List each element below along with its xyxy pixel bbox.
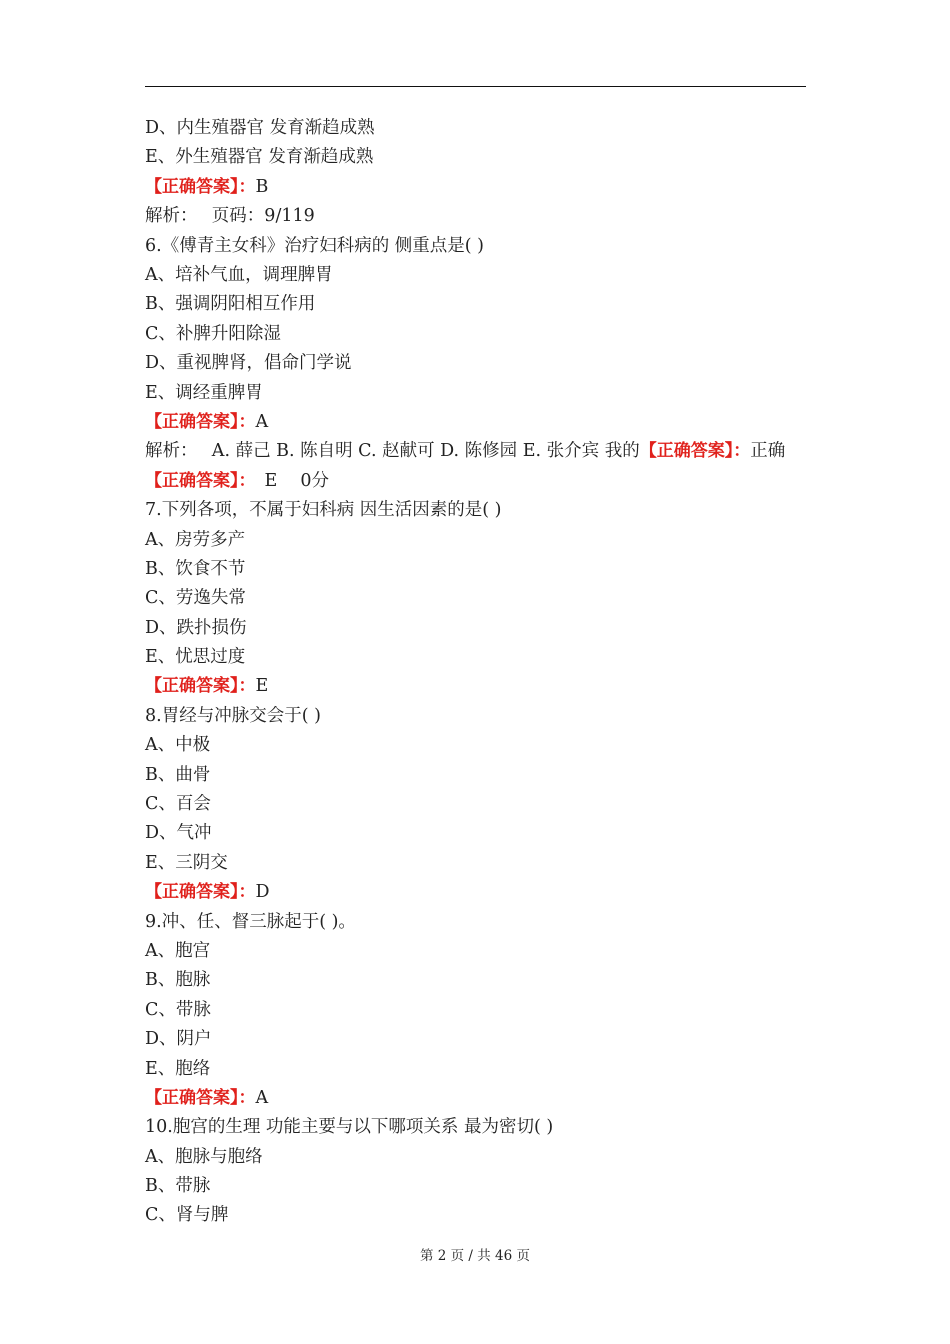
explanation-line: 解析： 页码：9/119 xyxy=(145,206,315,227)
question-stem: 6.《傅青主女科》治疗妇科病的 侧重点是( ) xyxy=(145,235,484,256)
option-line: B、饮食不节 xyxy=(145,558,246,579)
answer-value: E xyxy=(255,676,269,697)
explanation-text: 解析： A. 薛己 B. 陈自明 C. 赵献可 D. 陈修园 E. 张介宾 我的 xyxy=(145,441,640,462)
option-line: B、强调阴阳相互作用 xyxy=(145,294,316,315)
option-line: B、带脉 xyxy=(145,1176,211,1197)
answer-line xyxy=(145,1084,805,1113)
option-line: D、阴户 xyxy=(145,1029,212,1050)
option-line: D、跌扑损伤 xyxy=(145,617,247,638)
option-line: D、内生殖器官 发育渐趋成熟 xyxy=(145,118,375,138)
page-content xyxy=(145,114,805,1231)
explanation-block xyxy=(145,437,805,496)
option-line: C、补脾升阳除湿 xyxy=(145,323,281,344)
option-line: E、三阴交 xyxy=(145,852,228,873)
answer-value: A xyxy=(255,1087,269,1108)
option-line: E、调经重脾胃 xyxy=(145,382,263,403)
option-line: E、胞络 xyxy=(145,1058,211,1079)
option-line: E、外生殖器官 发育渐趋成熟 xyxy=(145,147,374,168)
option-line: A、房劳多产 xyxy=(145,529,246,550)
answer-value: D xyxy=(255,882,270,903)
explanation-text: E 0分 xyxy=(264,470,329,491)
option-line: A、胞宫 xyxy=(145,940,211,961)
option-line: C、肾与脾 xyxy=(145,1205,229,1226)
explanation-text: 正确 xyxy=(750,441,786,462)
option-line: B、胞脉 xyxy=(145,970,211,991)
option-line: B、曲骨 xyxy=(145,764,211,785)
answer-label: 【正确答案】： xyxy=(145,470,247,491)
answer-line xyxy=(145,672,805,701)
answer-value: A xyxy=(255,411,269,432)
answer-line xyxy=(145,878,805,907)
answer-line xyxy=(145,173,805,202)
answer-label: 【正确答案】： xyxy=(145,176,256,197)
option-line: A、中极 xyxy=(145,735,211,756)
page-footer: 第 2 页 / 共 46 页 xyxy=(419,1248,531,1264)
option-line: D、气冲 xyxy=(145,823,212,844)
question-stem: 7.下列各项，不属于妇科病 因生活因素的是( ) xyxy=(145,500,502,521)
header-rule xyxy=(145,86,806,87)
answer-label: 【正确答案】： xyxy=(145,1087,256,1108)
question-stem: 8.胃经与冲脉交会于( ) xyxy=(145,705,321,726)
option-line: C、劳逸失常 xyxy=(145,588,246,609)
answer-label: 【正确答案】： xyxy=(145,676,256,697)
answer-line xyxy=(145,408,805,437)
option-line: A、胞脉与胞络 xyxy=(145,1146,263,1167)
option-line: D、重视脾肾，倡命门学说 xyxy=(145,353,352,374)
answer-label: 【正确答案】： xyxy=(145,882,256,903)
option-line: C、带脉 xyxy=(145,999,211,1020)
option-line: A、培补气血，调理脾胃 xyxy=(145,264,333,285)
option-line: E、忧思过度 xyxy=(145,647,246,668)
answer-label: 【正确答案】： xyxy=(639,441,751,462)
answer-label: 【正确答案】： xyxy=(145,411,256,432)
question-stem: 10.胞宫的生理 功能主要与以下哪项关系 最为密切( ) xyxy=(145,1117,554,1138)
option-line: C、百会 xyxy=(145,794,211,815)
question-stem: 9.冲、任、督三脉起于( )。 xyxy=(145,911,356,932)
answer-value: B xyxy=(255,176,269,197)
